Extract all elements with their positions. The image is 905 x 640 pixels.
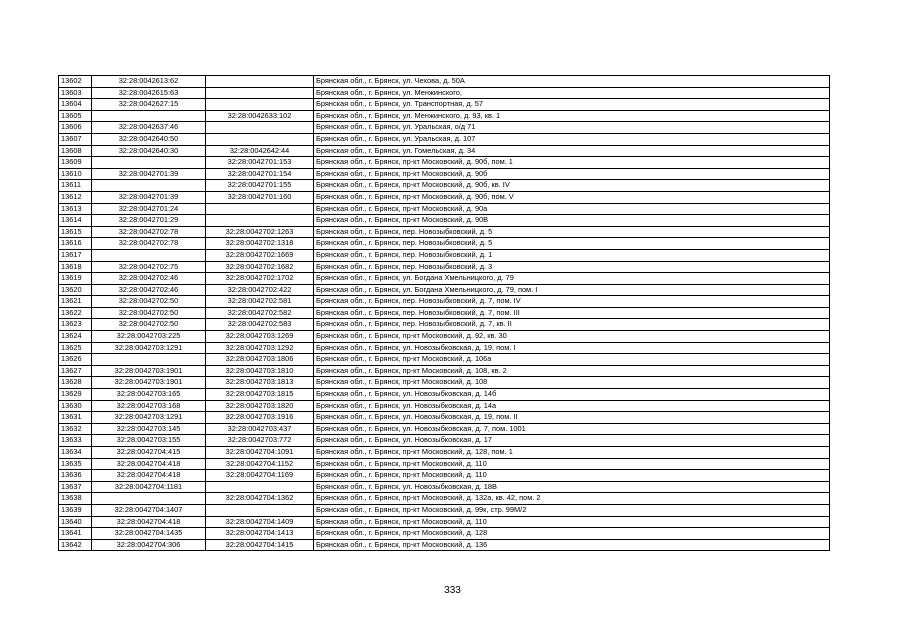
object-number-cell: 32:28:0042703:1820 xyxy=(206,400,314,412)
row-number-cell: 13626 xyxy=(59,354,92,366)
object-number-cell: 32:28:0042702:1263 xyxy=(206,226,314,238)
table-row xyxy=(59,493,830,505)
row-number-cell: 13604 xyxy=(59,99,92,111)
parcel-number-cell: 32:28:0042704:306 xyxy=(92,539,206,551)
row-number-cell: 13610 xyxy=(59,168,92,180)
address-cell: Брянская обл., г. Брянск, ул. Чехова, д. 50А xyxy=(314,76,830,88)
table-row xyxy=(59,145,830,157)
table-row xyxy=(59,249,830,261)
address-cell: Брянская обл., г. Брянск, пр-кт Московский, д. 90б xyxy=(314,168,830,180)
registry-table xyxy=(58,75,830,551)
parcel-number-cell: 32:28:0042701:39 xyxy=(92,168,206,180)
row-number-cell: 13624 xyxy=(59,331,92,343)
address-cell: Брянская обл., г. Брянск, ул. Богдана Хмельницкого, д. 79 xyxy=(314,273,830,285)
object-number-cell: 32:28:0042704:1362 xyxy=(206,493,314,505)
table-row xyxy=(59,470,830,482)
row-number-cell: 13622 xyxy=(59,307,92,319)
parcel-number-cell xyxy=(92,249,206,261)
address-cell: Брянская обл., г. Брянск, пр-кт Московский, д. 110 xyxy=(314,470,830,482)
address-cell: Брянская обл., г. Брянск, пр-кт Московский, д. 99к, стр. 99М/2 xyxy=(314,504,830,516)
table-row xyxy=(59,458,830,470)
object-number-cell: 32:28:0042701:153 xyxy=(206,157,314,169)
row-number-cell: 13627 xyxy=(59,365,92,377)
table-row xyxy=(59,528,830,540)
table-row xyxy=(59,389,830,401)
parcel-number-cell: 32:28:0042704:418 xyxy=(92,516,206,528)
object-number-cell: 32:28:0042703:772 xyxy=(206,435,314,447)
parcel-number-cell: 32:28:0042704:418 xyxy=(92,470,206,482)
table-row xyxy=(59,365,830,377)
address-cell: Брянская обл., г. Брянск, пр-кт Московский, д. 128 xyxy=(314,528,830,540)
table-row xyxy=(59,168,830,180)
table-row xyxy=(59,110,830,122)
parcel-number-cell: 32:28:0042702:78 xyxy=(92,226,206,238)
address-cell: Брянская обл., г. Брянск, ул. Новозыбковская, д. 17 xyxy=(314,435,830,447)
table-row xyxy=(59,226,830,238)
object-number-cell: 32:28:0042703:1813 xyxy=(206,377,314,389)
object-number-cell: 32:28:0042702:1318 xyxy=(206,238,314,250)
object-number-cell xyxy=(206,203,314,215)
address-cell: Брянская обл., г. Брянск, пер. Новозыбковский, д. 1 xyxy=(314,249,830,261)
object-number-cell xyxy=(206,133,314,145)
row-number-cell: 13641 xyxy=(59,528,92,540)
row-number-cell: 13630 xyxy=(59,400,92,412)
address-cell: Брянская обл., г. Брянск, ул. Новозыбковская, д. 14б xyxy=(314,389,830,401)
address-cell: Брянская обл., г. Брянск, пр-кт Московский, д. 110 xyxy=(314,458,830,470)
table-row xyxy=(59,400,830,412)
address-cell: Брянская обл., г. Брянск, пр-кт Московский, д. 108 xyxy=(314,377,830,389)
object-number-cell: 32:28:0042703:1269 xyxy=(206,331,314,343)
row-number-cell: 13640 xyxy=(59,516,92,528)
table-row xyxy=(59,284,830,296)
parcel-number-cell: 32:28:0042703:1291 xyxy=(92,342,206,354)
table-row xyxy=(59,435,830,447)
object-number-cell: 32:28:0042703:1815 xyxy=(206,389,314,401)
parcel-number-cell: 32:28:0042637:46 xyxy=(92,122,206,134)
address-cell: Брянская обл., г. Брянск, пр-кт Московский, д. 128, пом. 1 xyxy=(314,447,830,459)
address-cell: Брянская обл., г. Брянск, ул. Богдана Хмельницкого, д. 79, пом. I xyxy=(314,284,830,296)
address-cell: Брянская обл., г. Брянск, пер. Новозыбковский, д. 7, пом. IV xyxy=(314,296,830,308)
row-number-cell: 13619 xyxy=(59,273,92,285)
object-number-cell: 32:28:0042702:1702 xyxy=(206,273,314,285)
parcel-number-cell xyxy=(92,493,206,505)
row-number-cell: 13632 xyxy=(59,423,92,435)
row-number-cell: 13639 xyxy=(59,504,92,516)
parcel-number-cell: 32:28:0042702:75 xyxy=(92,261,206,273)
row-number-cell: 13605 xyxy=(59,110,92,122)
row-number-cell: 13634 xyxy=(59,447,92,459)
object-number-cell: 32:28:0042704:1091 xyxy=(206,447,314,459)
parcel-number-cell: 32:28:0042703:225 xyxy=(92,331,206,343)
parcel-number-cell: 32:28:0042704:1407 xyxy=(92,504,206,516)
address-cell: Брянская обл., г. Брянск, пер. Новозыбковский, д. 5 xyxy=(314,226,830,238)
table-row xyxy=(59,99,830,111)
table-row xyxy=(59,354,830,366)
row-number-cell: 13628 xyxy=(59,377,92,389)
address-cell: Брянская обл., г. Брянск, пер. Новозыбковский, д. 5 xyxy=(314,238,830,250)
object-number-cell: 32:28:0042702:1682 xyxy=(206,261,314,273)
row-number-cell: 13642 xyxy=(59,539,92,551)
object-number-cell: 32:28:0042701:160 xyxy=(206,191,314,203)
object-number-cell: 32:28:0042702:582 xyxy=(206,307,314,319)
address-cell: Брянская обл., г. Брянск, пр-кт Московский, д. 90б, кв. IV xyxy=(314,180,830,192)
parcel-number-cell: 32:28:0042701:29 xyxy=(92,215,206,227)
address-cell: Брянская обл., г. Брянск, пр-кт Московский, д. 136 xyxy=(314,539,830,551)
page-number: 333 xyxy=(444,585,461,596)
object-number-cell: 32:28:0042704:1415 xyxy=(206,539,314,551)
parcel-number-cell: 32:28:0042703:168 xyxy=(92,400,206,412)
parcel-number-cell: 32:28:0042703:1291 xyxy=(92,412,206,424)
parcel-number-cell: 32:28:0042627:15 xyxy=(92,99,206,111)
parcel-number-cell xyxy=(92,110,206,122)
table-row xyxy=(59,273,830,285)
address-cell: Брянская обл., г. Брянск, ул. Уральская, о/д 71 xyxy=(314,122,830,134)
row-number-cell: 13611 xyxy=(59,180,92,192)
table-row xyxy=(59,504,830,516)
parcel-number-cell: 32:28:0042704:1181 xyxy=(92,481,206,493)
address-cell: Брянская обл., г. Брянск, ул. Новозыбковская, д. 14а xyxy=(314,400,830,412)
table-row xyxy=(59,191,830,203)
parcel-number-cell: 32:28:0042703:155 xyxy=(92,435,206,447)
table-row xyxy=(59,122,830,134)
object-number-cell: 32:28:0042703:1916 xyxy=(206,412,314,424)
address-cell: Брянская обл., г. Брянск, пр-кт Московский, д. 108, кв. 2 xyxy=(314,365,830,377)
object-number-cell xyxy=(206,215,314,227)
address-cell: Брянская обл., г. Брянск, пр-кт Московский, д. 92, кв. 30 xyxy=(314,331,830,343)
table-row xyxy=(59,539,830,551)
row-number-cell: 13603 xyxy=(59,87,92,99)
address-cell: Брянская обл., г. Брянск, ул. Транспортная, д. 57 xyxy=(314,99,830,111)
object-number-cell xyxy=(206,87,314,99)
object-number-cell: 32:28:0042703:1806 xyxy=(206,354,314,366)
object-number-cell: 32:28:0042703:437 xyxy=(206,423,314,435)
table-row xyxy=(59,516,830,528)
table-row xyxy=(59,481,830,493)
address-cell: Брянская обл., г. Брянск, пр-кт Московский, д. 110 xyxy=(314,516,830,528)
table-row xyxy=(59,319,830,331)
object-number-cell: 32:28:0042704:1409 xyxy=(206,516,314,528)
object-number-cell xyxy=(206,481,314,493)
parcel-number-cell: 32:28:0042703:145 xyxy=(92,423,206,435)
table-row xyxy=(59,261,830,273)
row-number-cell: 13635 xyxy=(59,458,92,470)
row-number-cell: 13625 xyxy=(59,342,92,354)
row-number-cell: 13637 xyxy=(59,481,92,493)
row-number-cell: 13607 xyxy=(59,133,92,145)
row-number-cell: 13609 xyxy=(59,157,92,169)
table-row xyxy=(59,180,830,192)
row-number-cell: 13629 xyxy=(59,389,92,401)
address-cell: Брянская обл., г. Брянск, ул. Новозыбковская, д. 18В xyxy=(314,481,830,493)
parcel-number-cell xyxy=(92,157,206,169)
address-cell: Брянская обл., г. Брянск, ул. Уральская, д. 107 xyxy=(314,133,830,145)
object-number-cell: 32:28:0042702:1669 xyxy=(206,249,314,261)
parcel-number-cell: 32:28:0042702:50 xyxy=(92,296,206,308)
parcel-number-cell: 32:28:0042704:418 xyxy=(92,458,206,470)
address-cell: Брянская обл., г. Брянск, пр-кт Московский, д. 90В xyxy=(314,215,830,227)
table-row xyxy=(59,157,830,169)
row-number-cell: 13615 xyxy=(59,226,92,238)
row-number-cell: 13633 xyxy=(59,435,92,447)
table-row xyxy=(59,76,830,88)
object-number-cell xyxy=(206,122,314,134)
parcel-number-cell: 32:28:0042701:24 xyxy=(92,203,206,215)
address-cell: Брянская обл., г. Брянск, ул. Гомельская, д. 34 xyxy=(314,145,830,157)
object-number-cell: 32:28:0042701:155 xyxy=(206,180,314,192)
row-number-cell: 13614 xyxy=(59,215,92,227)
object-number-cell xyxy=(206,76,314,88)
parcel-number-cell: 32:28:0042702:50 xyxy=(92,319,206,331)
parcel-number-cell: 32:28:0042702:46 xyxy=(92,273,206,285)
object-number-cell: 32:28:0042703:1810 xyxy=(206,365,314,377)
table-row xyxy=(59,133,830,145)
object-number-cell: 32:28:0042704:1152 xyxy=(206,458,314,470)
object-number-cell: 32:28:0042642:44 xyxy=(206,145,314,157)
table-row xyxy=(59,423,830,435)
row-number-cell: 13602 xyxy=(59,76,92,88)
address-cell: Брянская обл., г. Брянск, ул. Новозыбковская, д. 7, пом. 1001 xyxy=(314,423,830,435)
row-number-cell: 13616 xyxy=(59,238,92,250)
object-number-cell: 32:28:0042702:583 xyxy=(206,319,314,331)
table-row xyxy=(59,377,830,389)
row-number-cell: 13608 xyxy=(59,145,92,157)
parcel-number-cell: 32:28:0042613:62 xyxy=(92,76,206,88)
row-number-cell: 13621 xyxy=(59,296,92,308)
address-cell: Брянская обл., г. Брянск, пер. Новозыбковский, д. 3 xyxy=(314,261,830,273)
table-row xyxy=(59,296,830,308)
address-cell: Брянская обл., г. Брянск, пр-кт Московский, д. 90б, пом. V xyxy=(314,191,830,203)
parcel-number-cell: 32:28:0042701:39 xyxy=(92,191,206,203)
table-row xyxy=(59,307,830,319)
object-number-cell: 32:28:0042702:581 xyxy=(206,296,314,308)
object-number-cell xyxy=(206,99,314,111)
table-row xyxy=(59,412,830,424)
address-cell: Брянская обл., г. Брянск, пер. Новозыбковский, д. 7, кв. II xyxy=(314,319,830,331)
parcel-number-cell: 32:28:0042702:50 xyxy=(92,307,206,319)
address-cell: Брянская обл., г. Брянск, ул. Новозыбковская, д. 19, пом. I xyxy=(314,342,830,354)
address-cell: Брянская обл., г. Брянск, пр-кт Московский, д. 106а xyxy=(314,354,830,366)
address-cell: Брянская обл., г. Брянск, пр-кт Московский, д. 132а, кв. 42, пом. 2 xyxy=(314,493,830,505)
row-number-cell: 13606 xyxy=(59,122,92,134)
parcel-number-cell: 32:28:0042702:78 xyxy=(92,238,206,250)
address-cell: Брянская обл., г. Брянск, ул. Менжинского, xyxy=(314,87,830,99)
address-cell: Брянская обл., г. Брянск, пер. Новозыбковский, д. 7, пом. III xyxy=(314,307,830,319)
table-row xyxy=(59,447,830,459)
table-row xyxy=(59,342,830,354)
registry-table-body xyxy=(59,76,830,551)
address-cell: Брянская обл., г. Брянск, пр-кт Московский, д. 90б, пом. 1 xyxy=(314,157,830,169)
parcel-number-cell xyxy=(92,354,206,366)
parcel-number-cell: 32:28:0042704:415 xyxy=(92,447,206,459)
parcel-number-cell: 32:28:0042702:46 xyxy=(92,284,206,296)
parcel-number-cell: 32:28:0042640:30 xyxy=(92,145,206,157)
table-row xyxy=(59,87,830,99)
row-number-cell: 13620 xyxy=(59,284,92,296)
parcel-number-cell: 32:28:0042703:1901 xyxy=(92,377,206,389)
table-row xyxy=(59,203,830,215)
row-number-cell: 13636 xyxy=(59,470,92,482)
parcel-number-cell: 32:28:0042703:1901 xyxy=(92,365,206,377)
parcel-number-cell: 32:28:0042704:1435 xyxy=(92,528,206,540)
row-number-cell: 13623 xyxy=(59,319,92,331)
row-number-cell: 13613 xyxy=(59,203,92,215)
parcel-number-cell: 32:28:0042703:165 xyxy=(92,389,206,401)
object-number-cell: 32:28:0042703:1292 xyxy=(206,342,314,354)
row-number-cell: 13617 xyxy=(59,249,92,261)
object-number-cell: 32:28:0042704:1169 xyxy=(206,470,314,482)
address-cell: Брянская обл., г. Брянск, ул. Новозыбковская, д. 19, пом. II xyxy=(314,412,830,424)
address-cell: Брянская обл., г. Брянск, пр-кт Московский, д. 90а xyxy=(314,203,830,215)
table-row xyxy=(59,331,830,343)
object-number-cell: 32:28:0042704:1413 xyxy=(206,528,314,540)
row-number-cell: 13638 xyxy=(59,493,92,505)
row-number-cell: 13631 xyxy=(59,412,92,424)
object-number-cell xyxy=(206,504,314,516)
parcel-number-cell: 32:28:0042615:63 xyxy=(92,87,206,99)
parcel-number-cell xyxy=(92,180,206,192)
row-number-cell: 13618 xyxy=(59,261,92,273)
parcel-number-cell: 32:28:0042640:50 xyxy=(92,133,206,145)
object-number-cell: 32:28:0042702:422 xyxy=(206,284,314,296)
row-number-cell: 13612 xyxy=(59,191,92,203)
table-row xyxy=(59,238,830,250)
object-number-cell: 32:28:0042633:102 xyxy=(206,110,314,122)
table-row xyxy=(59,215,830,227)
address-cell: Брянская обл., г. Брянск, ул. Менжинского, д. 93, кв. 1 xyxy=(314,110,830,122)
object-number-cell: 32:28:0042701:154 xyxy=(206,168,314,180)
